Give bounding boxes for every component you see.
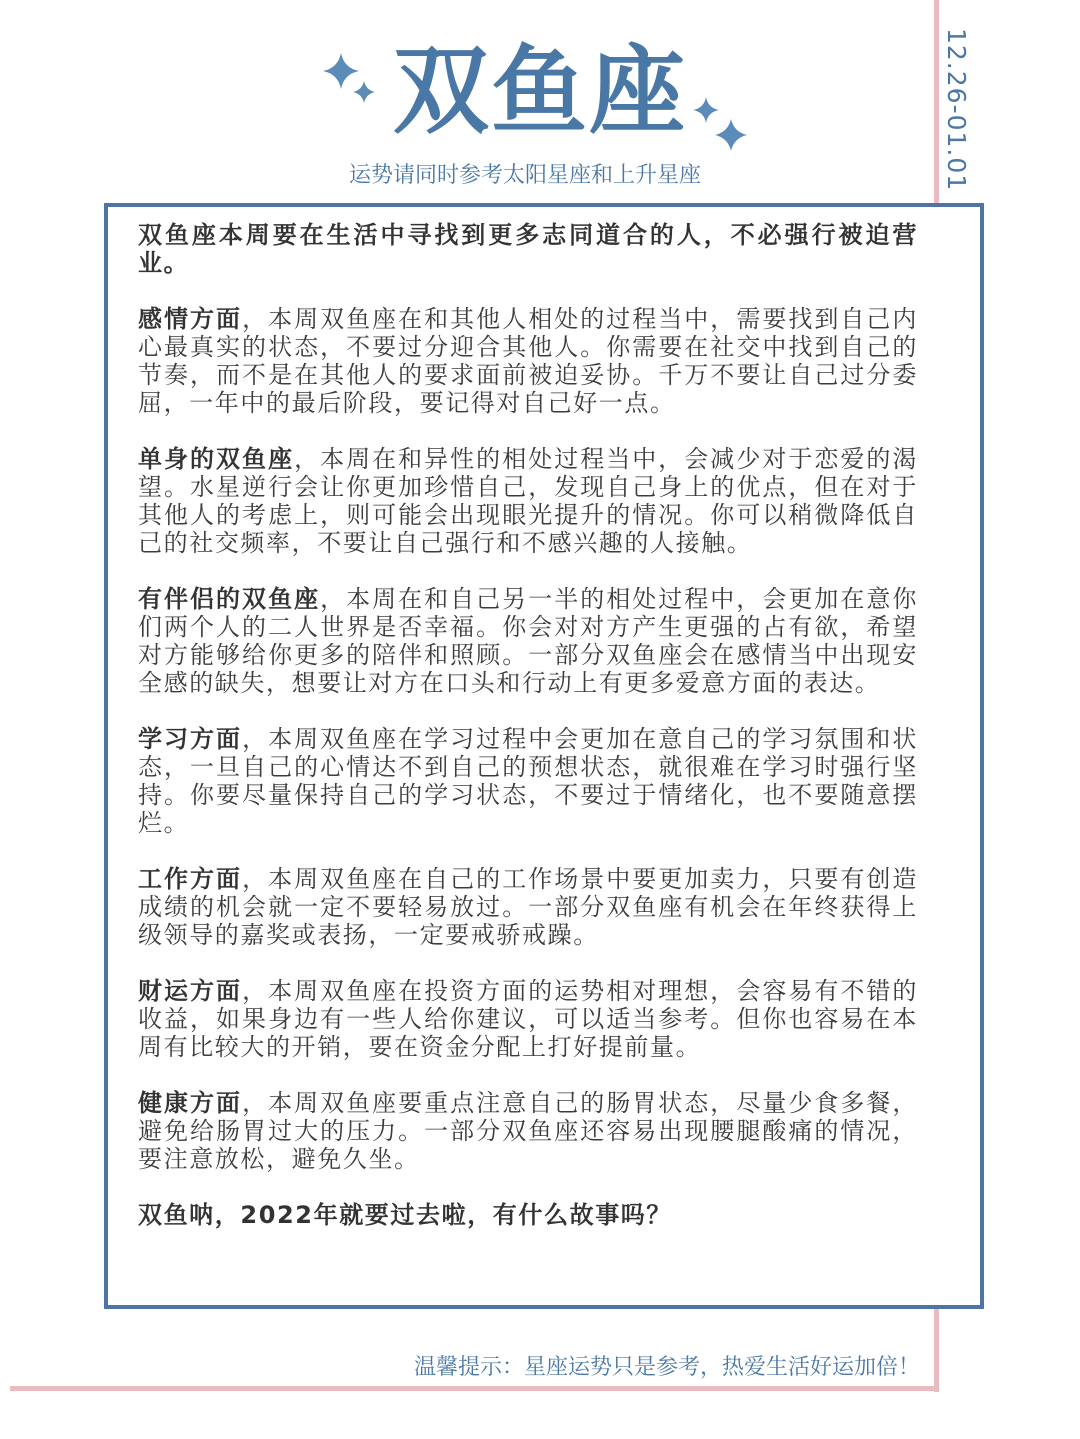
section-wealth xyxy=(138,977,918,1061)
page-title: 双鱼座 xyxy=(393,35,687,147)
section-study xyxy=(138,725,918,837)
closing-paragraph: 双鱼呐，2022年就要过去啦，有什么故事吗？ xyxy=(138,1201,672,1229)
section-text: ，本周双鱼座在和其他人相处的过程当中，需要找到自己内心最真实的状态，不要过分迎合其他人。你需要在社交中找到自己的节奏，而不是在其他人的要求面前被迫妥协。千万不要让自己过分委屈，一年中的最后阶段，要记得对自己好一点。 xyxy=(138,305,918,417)
section-partnered xyxy=(138,585,918,697)
content-panel xyxy=(104,203,984,1309)
section-text: ，本周在和异性的相处过程当中，会减少对于恋爱的渴望。水星逆行会让你更加珍惜自己，发现自己身上的优点，但在对于其他人的考虑上，则可能会出现眼光提升的情况。你可以稍微降低自己的社交频率，不要让自己强行和不感兴趣的人接触。 xyxy=(138,445,918,557)
sparkle-icon xyxy=(352,80,376,104)
section-text: ，本周双鱼座在投资方面的运势相对理想，会容易有不错的收益，如果身边有一些人给你建议，可以适当参考。但你也容易在本周有比较大的开销，要在资金分配上打好提前量。 xyxy=(138,977,918,1061)
section-work xyxy=(138,865,918,949)
section-label: 有伴侣的双鱼座 xyxy=(138,585,321,613)
section-text: ，本周双鱼座在学习过程中会更加在意自己的学习氛围和状态，一旦自己的心情达不到自己的预想状态，就很难在学习时强行坚持。你要尽量保持自己的学习状态，不要过于情绪化，也不要随意摆烂。 xyxy=(138,725,918,837)
pink-horizontal-line xyxy=(10,1386,939,1391)
section-text: ，本周在和自己另一半的相处过程中，会更加在意你们两个人的二人世界是否幸福。你会对对方产生更强的占有欲，希望对方能够给你更多的陪伴和照顾。一部分双鱼座会在感情当中出现安全感的缺失，想要让对方在口头和行动上有更多爱意方面的表达。 xyxy=(138,585,918,697)
sparkle-icon xyxy=(714,118,748,152)
section-label: 单身的双鱼座 xyxy=(138,445,295,473)
section-text: ，本周双鱼座要重点注意自己的肠胃状态，尽量少食多餐，避免给肠胃过大的压力。一部分双鱼座还容易出现腰腿酸痛的情况，要注意放松，避免久坐。 xyxy=(138,1089,918,1173)
section-label: 学习方面 xyxy=(138,725,243,753)
section-text: ，本周双鱼座在自己的工作场景中要更加卖力，只要有创造成绩的机会就一定不要轻易放过。一部分双鱼座有机会在年终获得上级领导的嘉奖或表扬，一定要戒骄戒躁。 xyxy=(138,865,918,949)
section-label: 健康方面 xyxy=(138,1089,243,1117)
section-label: 财运方面 xyxy=(138,977,243,1005)
intro-paragraph: 双鱼座本周要在生活中寻找到更多志同道合的人，不必强行被迫营业。 xyxy=(138,221,918,277)
section-health xyxy=(138,1089,918,1173)
section-single xyxy=(138,445,918,557)
section-label: 感情方面 xyxy=(138,305,243,333)
section-label: 工作方面 xyxy=(138,865,243,893)
date-range: 12.26-01.01 xyxy=(942,28,971,192)
section-love xyxy=(138,305,918,417)
footer-tip: 温馨提示：星座运势只是参考，热爱生活好运加倍！ xyxy=(413,1355,920,1380)
content-body xyxy=(138,221,918,1257)
page-subtitle: 运势请同时参考太阳星座和上升星座 xyxy=(348,163,701,188)
